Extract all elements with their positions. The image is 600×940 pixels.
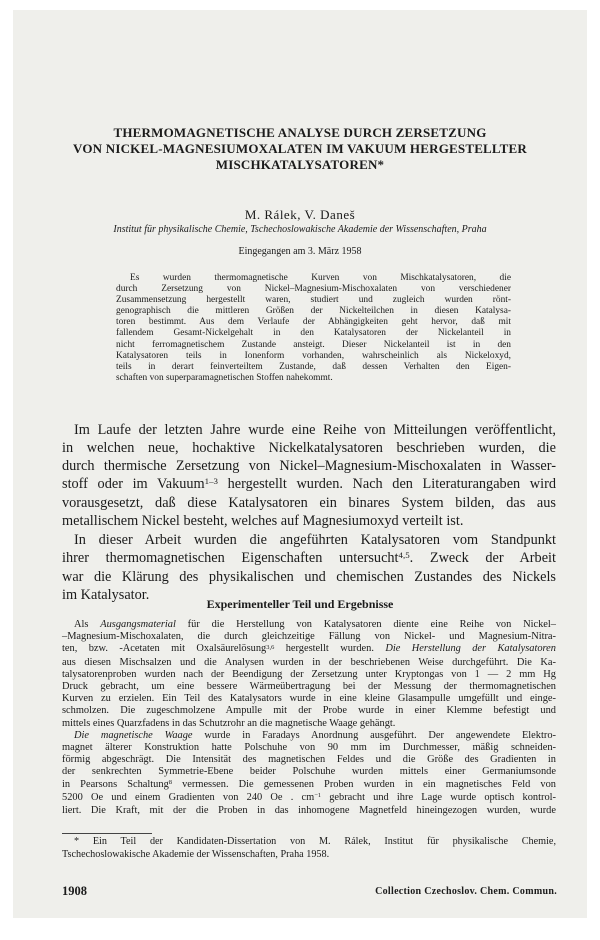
unit-exponent: −1 [314, 791, 322, 799]
intro-line: metallischem Nickel besteht, welches auf Magnesiumoxyd verteilt ist. [62, 513, 464, 530]
abstract-line: schaften von superparamagnetischen Stoffen nahekommt. [116, 372, 333, 383]
body-italic-run: Die Herstellung der Katalysatoren [385, 643, 556, 655]
institute: Institut für physikalische Chemie, Tschechoslowakische Akademie der Wissenschaften, Praha [113, 224, 487, 235]
intro-text-run: hergestellt wurden. Nach den Literaturangaben wird [217, 476, 557, 493]
body-line [62, 730, 556, 742]
body-italic-run: Ausgangsmaterial [100, 619, 176, 630]
citation-ref: 3,6 [266, 643, 275, 651]
journal-name: Collection Czechoslov. Chem. Commun. [375, 886, 557, 897]
section-heading: Experimenteller Teil und Ergebnisse [206, 597, 394, 611]
abstract-line: Katalysatoren teils in Ionenform vorhanden, wahrscheinlich als Nickeloxyd, [116, 350, 511, 361]
body-line: magnet älterer Konstruktion hatte Polschuhe von 90 mm im Durchmesser, mäßig schneiden- [62, 742, 556, 754]
footnote-line: * Ein Teil der Kandidaten-Dissertation von M. Rálek, Institut für physikalische Chemie, [74, 836, 556, 847]
intro-line [62, 549, 556, 568]
intro-line: In dieser Arbeit wurden die angeführten Katalysatoren vom Standpunkt [74, 531, 556, 548]
paper-title [53, 125, 547, 173]
body-text-run: 5200 Oe und einem Gradienten von 240 Oe . cm [62, 791, 315, 803]
body-line: aus diesen Mischsalzen und die Analysen wurden in der beschriebenen Weise durchgeführt. Die Ka- [62, 656, 556, 668]
footnote-line: Tschechoslowakische Akademie der Wissenschaften, Praha 1958. [62, 848, 330, 860]
abstract-line: durch Zersetzung von Nickel–Magnesium-Mischoxalaten von verschiedener [116, 284, 511, 295]
body-text-run: hergestellt wurden. [274, 643, 386, 655]
body-line: liert. Die Kraft, mit der die Proben in das inhomogene Magnetfeld hineingezogen wurden, wurde [62, 805, 556, 817]
authors: M. Rálek, V. Daneš [244, 207, 356, 222]
title-line: MISCHKATALYSATOREN* [215, 157, 385, 172]
body-line: förmig abgeschrägt. Die Intensität des magnetischen Feldes und die Größe des Gradienten in [62, 754, 556, 766]
body-line: talysatorenproben wurden nach der Beendigung der Zersetzung unter Kryptongas von 1 — 2 mm Hg [62, 668, 556, 680]
citation-ref: 8 [168, 778, 172, 786]
citation-ref: 4,5 [398, 549, 410, 560]
citation-ref: 1–3 [204, 476, 218, 487]
page-number: 1908 [62, 884, 87, 898]
title-line: VON NICKEL-MAGNESIUMOXALATEN IM VAKUUM HERGESTELLTER [73, 141, 527, 156]
body-text-run: wurde in Faradays Anordnung ausgeführt. Der angewendete Elektro- [192, 729, 556, 741]
abstract-line: teils in derart feinverteiltem Zustande, daß dessen Verhalten den Eigen- [116, 361, 511, 372]
intro-line: in welchen neue, hochaktive Nickelkatalysatoren beschrieben wurden, die [62, 440, 556, 457]
intro-line: war die Klärung des physikalischen und chemischen Zustandes des Nickels [62, 568, 556, 585]
footnote-divider [62, 833, 152, 834]
intro-line: vorausgesetzt, daß diese Katalysatoren ein binares System bilden, das aus [62, 495, 556, 512]
body-line [62, 779, 556, 792]
abstract-line: Es wurden thermomagnetische Kurven von Mischkatalysatoren, die [130, 273, 511, 283]
abstract-line: toren bestimmt. Aus dem Verlaufe der Abhängigkeiten geht hervor, daß mit [116, 317, 511, 328]
body-line: Kurven zu erzielen. Ein Teil des Katalysators wurde in eine kleine Glasampulle umgefüllt und einge- [62, 693, 556, 705]
intro-text [62, 421, 556, 604]
intro-text-run: stoff oder im Vakuum [62, 476, 205, 493]
body-text-run: ten, bzw. -Acetaten mit Oxalsäurelösung [62, 643, 267, 655]
journal-page [13, 10, 587, 918]
abstract-line: nicht ferromagnetischem Zustande ansteigt. Dieser Nickelanteil ist in den [116, 339, 511, 350]
body-line: mittels eines Quarzfadens in das Schutzrohr an die magnetische Waage gehängt. [62, 717, 396, 729]
body-line: Druck gebracht, um eine bessere Wärmeübertragung bei der Messung der thermomagnetischen [62, 681, 556, 693]
body-line [62, 643, 556, 656]
intro-line: durch thermische Zersetzung von Nickel–Magnesium-Mischoxalaten in Wasser- [62, 458, 556, 475]
received-date: Eingegangen am 3. März 1958 [238, 246, 362, 257]
abstract-line: genographisch die mittleren Größen der Nickelteilchen in diesen Katalysa- [116, 306, 511, 317]
body-line: schmolzen. Die zugeschmolzene Ampulle mit der Probe wurde in einer Klemme befestigt und [62, 705, 556, 717]
body-line [62, 792, 556, 805]
body-text-run: vermessen. Die gemessenen Proben wurden in ein magnetisches Feld von [172, 778, 557, 790]
abstract [116, 273, 511, 384]
intro-text-run: ihrer thermomagnetischen Eigenschaften untersucht [62, 549, 399, 566]
title-line: THERMOMAGNETISCHE ANALYSE DURCH ZERSETZUNG [113, 125, 487, 140]
body-text-run: gebracht und ihre Lage wurde optisch kontrol- [321, 791, 556, 803]
body-line: der senkrechten Symmetrie-Ebene beider Polschuhe wurden mittels einer Germaniumsonde [62, 766, 556, 778]
body-line: –Magnesium-Mischoxalaten, die durch gleichzeitige Fällung von Nickel- und Magnesium-Nitra- [62, 631, 556, 643]
body-text-run: für die Herstellung von Katalysatoren diente eine Reihe von Nickel– [175, 619, 556, 630]
body-text-run: Als [74, 619, 101, 630]
body-text-run: in Pearsons Schaltung [62, 778, 169, 790]
footnote [62, 836, 556, 861]
intro-line [62, 475, 556, 494]
abstract-line: fallendem Gesamt-Nickelgehalt in den Katalysatoren der Nickelanteil in [116, 328, 511, 339]
body-line [62, 619, 556, 631]
body-text [62, 619, 556, 817]
intro-text-run: . Zweck der Arbeit [409, 549, 556, 566]
intro-line: Im Laufe der letzten Jahre wurde eine Reihe von Mitteilungen veröffentlicht, [74, 422, 556, 438]
abstract-line: Zusammensetzung hergestellt waren, studiert und zugleich wurden rönt- [116, 295, 511, 306]
intro-line: im Katalysator. [62, 586, 150, 603]
body-italic-run: Die magnetische Waage [74, 729, 193, 741]
